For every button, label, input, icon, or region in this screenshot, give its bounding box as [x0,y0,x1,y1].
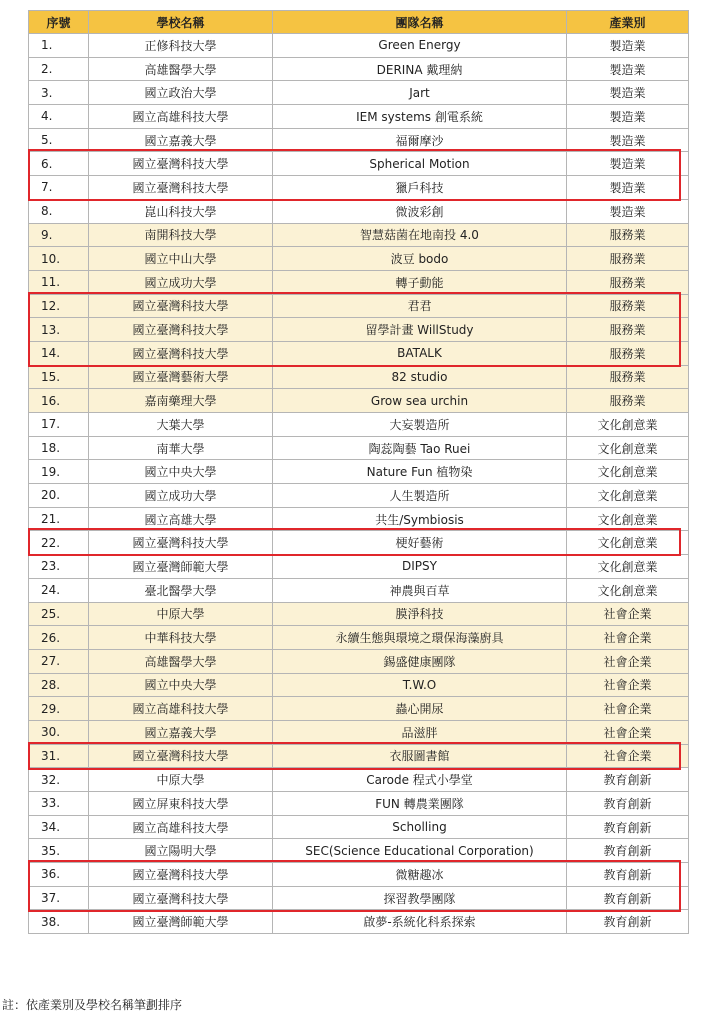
team-name: 梗好藝術 [273,531,567,555]
table-row [29,578,689,602]
table-row [29,247,689,271]
team-name: BATALK [273,341,567,365]
industry: 文化創意業 [567,436,689,460]
row-number: 19. [29,460,89,484]
team-name: Carode 程式小學堂 [273,768,567,792]
industry: 文化創意業 [567,507,689,531]
team-name: 神農與百草 [273,578,567,602]
table-row [29,105,689,129]
industry: 服務業 [567,294,689,318]
school-name: 高雄醫學大學 [89,57,273,81]
school-name: 高雄醫學大學 [89,649,273,673]
team-name: 錫盛健康團隊 [273,649,567,673]
table-row [29,460,689,484]
table-row [29,199,689,223]
school-name: 國立臺灣師範大學 [89,555,273,579]
school-name: 國立高雄科技大學 [89,105,273,129]
table-row [29,223,689,247]
table-row [29,128,689,152]
school-name: 國立高雄大學 [89,507,273,531]
row-number: 2. [29,57,89,81]
table-row [29,768,689,792]
school-name: 國立中央大學 [89,673,273,697]
team-name: 大妄製造所 [273,413,567,437]
team-name: 陶蕊陶藝 Tao Ruei [273,436,567,460]
table-row [29,341,689,365]
industry: 服務業 [567,270,689,294]
table-row [29,863,689,887]
team-name: 微糖趣冰 [273,863,567,887]
team-name: DIPSY [273,555,567,579]
row-number: 20. [29,484,89,508]
team-name: 膜淨科技 [273,602,567,626]
team-name: T.W.O [273,673,567,697]
row-number: 26. [29,626,89,650]
industry: 社會企業 [567,602,689,626]
team-name: 留學計畫 WillStudy [273,318,567,342]
row-number: 18. [29,436,89,460]
team-name: 波豆 bodo [273,247,567,271]
row-number: 33. [29,792,89,816]
team-name: IEM systems 創電系統 [273,105,567,129]
team-name: Jart [273,81,567,105]
industry: 服務業 [567,247,689,271]
school-name: 國立嘉義大學 [89,128,273,152]
school-name: 中華科技大學 [89,626,273,650]
table-row [29,720,689,744]
industry: 社會企業 [567,626,689,650]
team-name: 獵戶科技 [273,176,567,200]
row-number: 8. [29,199,89,223]
school-name: 國立臺灣科技大學 [89,318,273,342]
team-name: 微波彩創 [273,199,567,223]
industry: 製造業 [567,105,689,129]
row-number: 6. [29,152,89,176]
industry: 社會企業 [567,649,689,673]
row-number: 3. [29,81,89,105]
industry: 社會企業 [567,720,689,744]
table-row [29,270,689,294]
row-number: 30. [29,720,89,744]
table-row [29,910,689,934]
table-row [29,839,689,863]
table-row [29,815,689,839]
row-number: 14. [29,341,89,365]
school-name: 國立臺灣科技大學 [89,531,273,555]
table-row [29,531,689,555]
row-number: 1. [29,34,89,58]
table-row [29,436,689,460]
industry: 文化創意業 [567,460,689,484]
table-row [29,744,689,768]
table-row [29,507,689,531]
school-name: 國立臺灣科技大學 [89,744,273,768]
industry: 教育創新 [567,792,689,816]
footnote: 註：依產業別及學校名稱筆劃排序 [2,998,183,1012]
school-name: 國立臺灣科技大學 [89,294,273,318]
school-name: 國立中央大學 [89,460,273,484]
row-number: 35. [29,839,89,863]
row-number: 10. [29,247,89,271]
table-row [29,697,689,721]
table-row [29,484,689,508]
school-name: 國立臺灣科技大學 [89,863,273,887]
industry: 教育創新 [567,910,689,934]
row-number: 13. [29,318,89,342]
school-name: 國立陽明大學 [89,839,273,863]
industry: 教育創新 [567,886,689,910]
industry: 文化創意業 [567,413,689,437]
table-row [29,57,689,81]
header-school: 學校名稱 [89,11,273,34]
team-name: 品滋胖 [273,720,567,744]
industry: 服務業 [567,318,689,342]
school-name: 臺北醫學大學 [89,578,273,602]
team-name: Nature Fun 植物染 [273,460,567,484]
industry: 製造業 [567,57,689,81]
school-name: 國立高雄科技大學 [89,815,273,839]
industry: 製造業 [567,199,689,223]
table-row [29,649,689,673]
industry: 製造業 [567,152,689,176]
table-body [29,34,689,934]
industry: 教育創新 [567,863,689,887]
team-name: 永續生態與環境之環保海藻廚具 [273,626,567,650]
table-row [29,81,689,105]
school-name: 國立臺灣科技大學 [89,341,273,365]
industry: 文化創意業 [567,484,689,508]
industry: 教育創新 [567,768,689,792]
industry: 服務業 [567,341,689,365]
table-row [29,626,689,650]
team-name: 共生/Symbiosis [273,507,567,531]
row-number: 5. [29,128,89,152]
industry: 製造業 [567,81,689,105]
table-row [29,413,689,437]
row-number: 31. [29,744,89,768]
row-number: 16. [29,389,89,413]
row-number: 32. [29,768,89,792]
row-number: 36. [29,863,89,887]
school-name: 正修科技大學 [89,34,273,58]
school-name: 中原大學 [89,768,273,792]
table-header-row [29,11,689,34]
industry: 文化創意業 [567,531,689,555]
table-row [29,318,689,342]
row-number: 7. [29,176,89,200]
industry: 社會企業 [567,744,689,768]
school-name: 國立成功大學 [89,270,273,294]
team-name: 人生製造所 [273,484,567,508]
table-row [29,389,689,413]
row-number: 25. [29,602,89,626]
row-number: 11. [29,270,89,294]
team-name: 蟲心開尿 [273,697,567,721]
school-name: 國立臺灣科技大學 [89,152,273,176]
row-number: 23. [29,555,89,579]
table-row [29,176,689,200]
table-row [29,555,689,579]
industry: 教育創新 [567,839,689,863]
school-name: 嘉南藥理大學 [89,389,273,413]
team-name: FUN 轉農業團隊 [273,792,567,816]
team-name: 福爾摩沙 [273,128,567,152]
team-name: Scholling [273,815,567,839]
row-number: 4. [29,105,89,129]
school-name: 國立臺灣科技大學 [89,176,273,200]
row-number: 28. [29,673,89,697]
school-name: 國立成功大學 [89,484,273,508]
school-name: 國立高雄科技大學 [89,697,273,721]
school-name: 國立臺灣科技大學 [89,886,273,910]
table-row [29,34,689,58]
school-name: 國立臺灣師範大學 [89,910,273,934]
industry: 服務業 [567,365,689,389]
table-row [29,792,689,816]
school-name: 國立政治大學 [89,81,273,105]
industry: 服務業 [567,223,689,247]
header-industry: 產業別 [567,11,689,34]
team-name: 衣服圖書館 [273,744,567,768]
table-row [29,886,689,910]
team-name: SEC(Science Educational Corporation) [273,839,567,863]
table-row [29,673,689,697]
industry: 社會企業 [567,697,689,721]
header-team: 團隊名稱 [273,11,567,34]
school-name: 國立中山大學 [89,247,273,271]
school-name: 國立嘉義大學 [89,720,273,744]
table-row [29,294,689,318]
row-number: 12. [29,294,89,318]
row-number: 38. [29,910,89,934]
row-number: 9. [29,223,89,247]
team-table [28,10,689,934]
school-name: 國立臺灣藝術大學 [89,365,273,389]
team-name: 智慧菇菌在地南投 4.0 [273,223,567,247]
header-no: 序號 [29,11,89,34]
team-name: Spherical Motion [273,152,567,176]
industry: 服務業 [567,389,689,413]
school-name: 南開科技大學 [89,223,273,247]
team-name: Green Energy [273,34,567,58]
industry: 教育創新 [567,815,689,839]
industry: 社會企業 [567,673,689,697]
industry: 製造業 [567,176,689,200]
table-row [29,365,689,389]
table-row [29,602,689,626]
row-number: 34. [29,815,89,839]
team-name: 探習教學團隊 [273,886,567,910]
school-name: 南華大學 [89,436,273,460]
industry: 文化創意業 [567,578,689,602]
team-name: DERINA 戴理納 [273,57,567,81]
school-name: 中原大學 [89,602,273,626]
school-name: 大葉大學 [89,413,273,437]
school-name: 崑山科技大學 [89,199,273,223]
row-number: 37. [29,886,89,910]
team-name: 82 studio [273,365,567,389]
row-number: 15. [29,365,89,389]
row-number: 24. [29,578,89,602]
team-name: Grow sea urchin [273,389,567,413]
row-number: 27. [29,649,89,673]
row-number: 22. [29,531,89,555]
team-name: 轉子動能 [273,270,567,294]
row-number: 21. [29,507,89,531]
team-name: 啟夢-系統化科系探索 [273,910,567,934]
school-name: 國立屏東科技大學 [89,792,273,816]
industry: 製造業 [567,34,689,58]
industry: 文化創意業 [567,555,689,579]
team-name: 君君 [273,294,567,318]
row-number: 29. [29,697,89,721]
row-number: 17. [29,413,89,437]
table-row [29,152,689,176]
industry: 製造業 [567,128,689,152]
